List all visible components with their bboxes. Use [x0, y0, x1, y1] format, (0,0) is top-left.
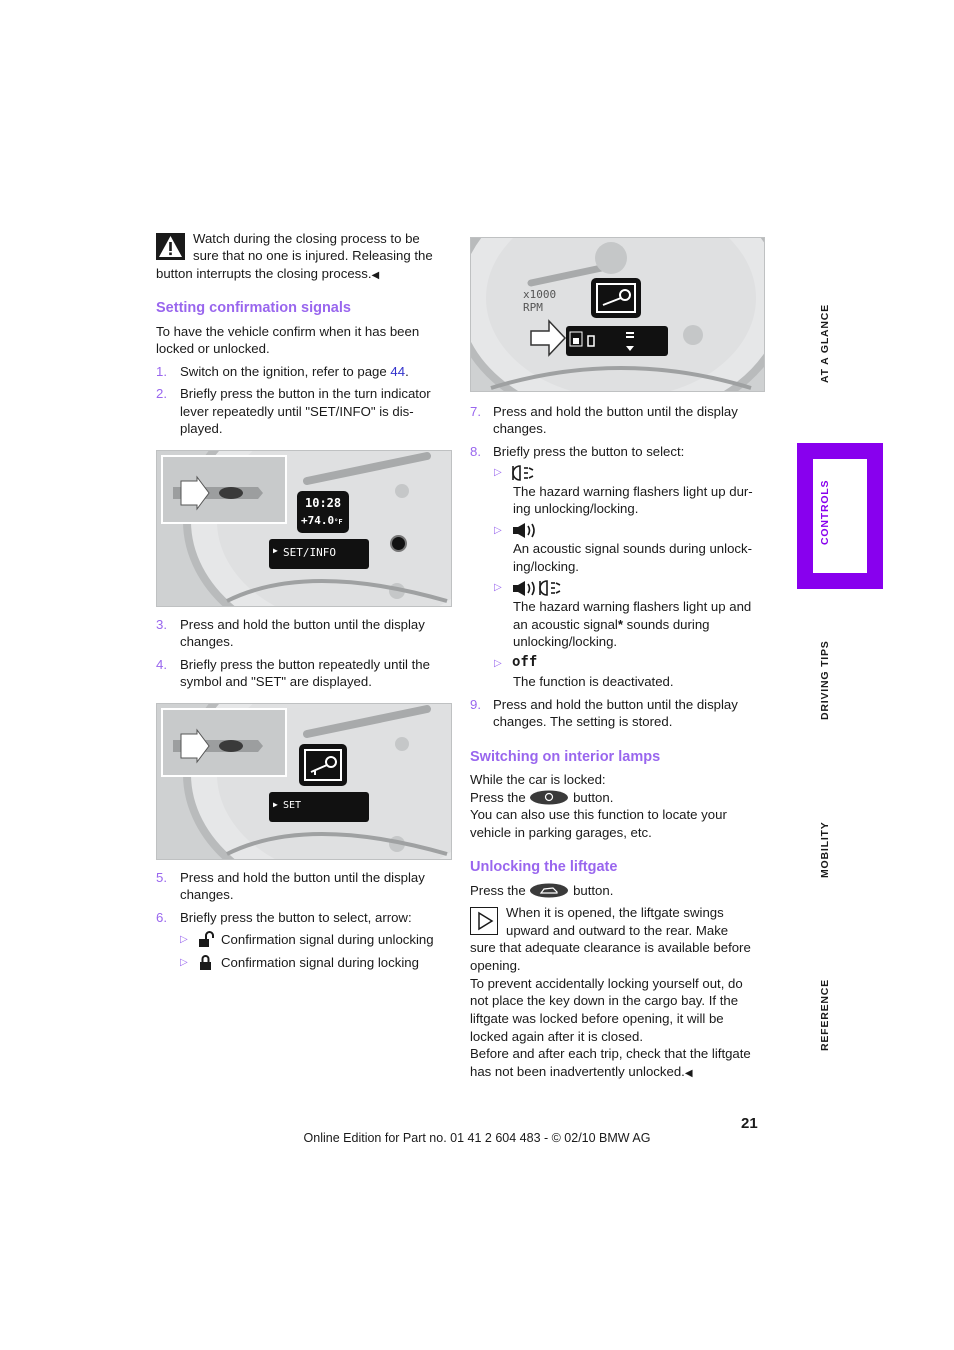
choice-1-line-2: ing unlocking/locking.: [513, 501, 639, 516]
liftgate-note-line-7: liftgate was locked before opening, it will be: [470, 1011, 724, 1026]
choice-1-line-1: The hazard warning flashers light up dur-: [513, 484, 753, 499]
warning-line-2: sure that no one is injured. Releasing the: [193, 248, 433, 263]
liftgate-note-line-9: Before and after each trip, check that the liftgate: [470, 1046, 751, 1061]
clock-display: [297, 491, 349, 533]
display-text: SET: [283, 800, 302, 811]
instrument-figure-set-info: [156, 450, 452, 607]
off-symbol: off: [512, 654, 538, 670]
display-button: [390, 535, 407, 552]
step-3-line-1: Press and hold the button until the display: [180, 617, 425, 632]
bullet-triangle-icon: ▷: [494, 525, 502, 536]
warning-line-1: Watch during the closing process to be: [193, 231, 420, 246]
step-number: 9.: [470, 697, 481, 712]
liftgate-note-line-6: not place the key down in the cargo bay. If the: [470, 993, 739, 1008]
page-number: 21: [741, 1115, 758, 1132]
turn-lever-inset: [161, 455, 287, 524]
step-number: 7.: [470, 404, 481, 419]
intro-line-1: To have the vehicle confirm when it has been: [156, 324, 420, 339]
step-9-line-2: changes. The setting is stored.: [493, 714, 673, 729]
liftgate-note-line-1: When it is opened, the liftgate swings: [506, 905, 724, 920]
choice-2-line-2: ing/locking.: [513, 559, 579, 574]
choice-3-line-1: The hazard warning flashers light up and: [513, 599, 752, 614]
step-5-line-1: Press and hold the button until the display: [180, 870, 425, 885]
tab-mobility[interactable]: MOBILITY: [819, 821, 831, 878]
bullet-triangle-icon: ▷: [494, 658, 502, 669]
interior-line-4: vehicle in parking garages, etc.: [470, 825, 652, 840]
key-signal-icon: [591, 278, 641, 318]
step-2-line-1: Briefly press the button in the turn indicator: [180, 386, 431, 401]
warning-icon: [156, 233, 185, 260]
interior-press-line: Press the button.: [470, 790, 614, 805]
choice-4-line-1: The function is deactivated.: [513, 674, 674, 689]
instrument-figure-set: [156, 703, 452, 860]
bullet-triangle-icon: ▷: [494, 467, 502, 478]
liftgate-note-line-8: locked again after it is closed.: [470, 1029, 643, 1044]
step-1-text: Switch on the ignition, refer to page 44.: [180, 364, 409, 379]
page-link[interactable]: 44: [390, 364, 406, 379]
end-mark-icon: ◀: [371, 270, 380, 281]
note-icon: [470, 907, 498, 935]
liftgate-note-line-5: To prevent accidentally locking yourself out, do: [470, 976, 743, 991]
display-text: SET/INFO: [283, 546, 336, 559]
choice-2-line-1: An acoustic signal sounds during unlock-: [513, 541, 752, 556]
intro-line-2: locked or unlocked.: [156, 341, 270, 356]
interior-line-3: You can also use this function to locate your: [470, 807, 727, 822]
liftgate-button-icon: [529, 883, 569, 898]
liftgate-note-line-2: upward and outward to the rear. Make: [506, 923, 729, 938]
bullet-triangle-icon: ▷: [494, 582, 502, 593]
step-7-line-1: Press and hold the button until the display: [493, 404, 738, 419]
liftgate-note-line-4: opening.: [470, 958, 521, 973]
step-4-line-2: symbol and "SET" are displayed.: [180, 674, 372, 689]
step-5-line-2: changes.: [180, 887, 234, 902]
bullet-triangle-icon: ▷: [180, 934, 188, 945]
warning-line-3: button interrupts the closing process.◀: [156, 266, 380, 281]
step-3-line-2: changes.: [180, 634, 234, 649]
info-display: [269, 792, 369, 822]
step-number: 6.: [156, 910, 167, 925]
liftgate-press-line: Press the button.: [470, 883, 614, 898]
step-number: 8.: [470, 444, 481, 459]
arrow-right-icon: ▶: [273, 800, 278, 809]
liftgate-note-line-3: sure that adequate clearance is available before: [470, 940, 751, 955]
rpm-label: x1000 RPM: [523, 288, 557, 314]
turn-lever-inset: [161, 708, 287, 777]
unlock-icon: [198, 931, 216, 953]
asterisk-mark: *: [617, 617, 623, 632]
time-readout: 10:28: [305, 496, 342, 510]
section-heading-interior-lamps: Switching on interior lamps: [470, 749, 661, 765]
instrument-figure-selection: [470, 237, 765, 392]
choice-3-line-2: an acoustic signal* sounds during: [513, 617, 710, 632]
end-mark-icon: ◀: [684, 1068, 693, 1079]
interior-line-1: While the car is locked:: [470, 772, 606, 787]
step-2-line-2: lever repeatedly until "SET/INFO" is dis-: [180, 404, 414, 419]
step-number: 2.: [156, 386, 167, 401]
section-heading-liftgate: Unlocking the liftgate: [470, 859, 618, 875]
step-number: 1.: [156, 364, 167, 379]
option-unlock-label: Confirmation signal during unlocking: [221, 932, 434, 947]
pointer-arrow-icon: [529, 318, 569, 363]
tab-at-a-glance[interactable]: AT A GLANCE: [819, 304, 831, 383]
choice-3-line-3: unlocking/locking.: [513, 634, 618, 649]
step-2-line-3: played.: [180, 421, 223, 436]
arrow-right-icon: ▶: [273, 546, 278, 555]
step-7-line-2: changes.: [493, 421, 547, 436]
tab-controls[interactable]: CONTROLS: [819, 479, 831, 545]
interior-light-button-icon: [529, 790, 569, 805]
active-tab-highlight: [797, 443, 883, 589]
step-number: 5.: [156, 870, 167, 885]
step-4-line-1: Briefly press the button repeatedly until the: [180, 657, 430, 672]
temperature-readout: +74.0°F: [301, 514, 343, 527]
option-lock-label: Confirmation signal during locking: [221, 955, 419, 970]
key-symbol-display: [299, 744, 347, 786]
edition-footer: Online Edition for Part no. 01 41 2 604 483 - © 02/10 BMW AG: [303, 1131, 651, 1145]
step-8-line-1: Briefly press the button to select:: [493, 444, 685, 459]
section-heading-confirmation: Setting confirmation signals: [156, 300, 351, 316]
step-number: 4.: [156, 657, 167, 672]
tab-reference[interactable]: REFERENCE: [819, 979, 831, 1051]
bullet-triangle-icon: ▷: [180, 957, 188, 968]
step-9-line-1: Press and hold the button until the display: [493, 697, 738, 712]
step-number: 3.: [156, 617, 167, 632]
liftgate-note-line-10: has not been inadvertently unlocked.◀: [470, 1064, 693, 1079]
lock-icon: [198, 954, 214, 976]
tab-driving-tips[interactable]: DRIVING TIPS: [819, 640, 831, 720]
step-6-line-1: Briefly press the button to select, arrow:: [180, 910, 412, 925]
key-signal-icon: [299, 744, 347, 786]
key-symbol-display: [591, 278, 641, 318]
selection-display: [566, 326, 668, 356]
info-display: [269, 539, 369, 569]
